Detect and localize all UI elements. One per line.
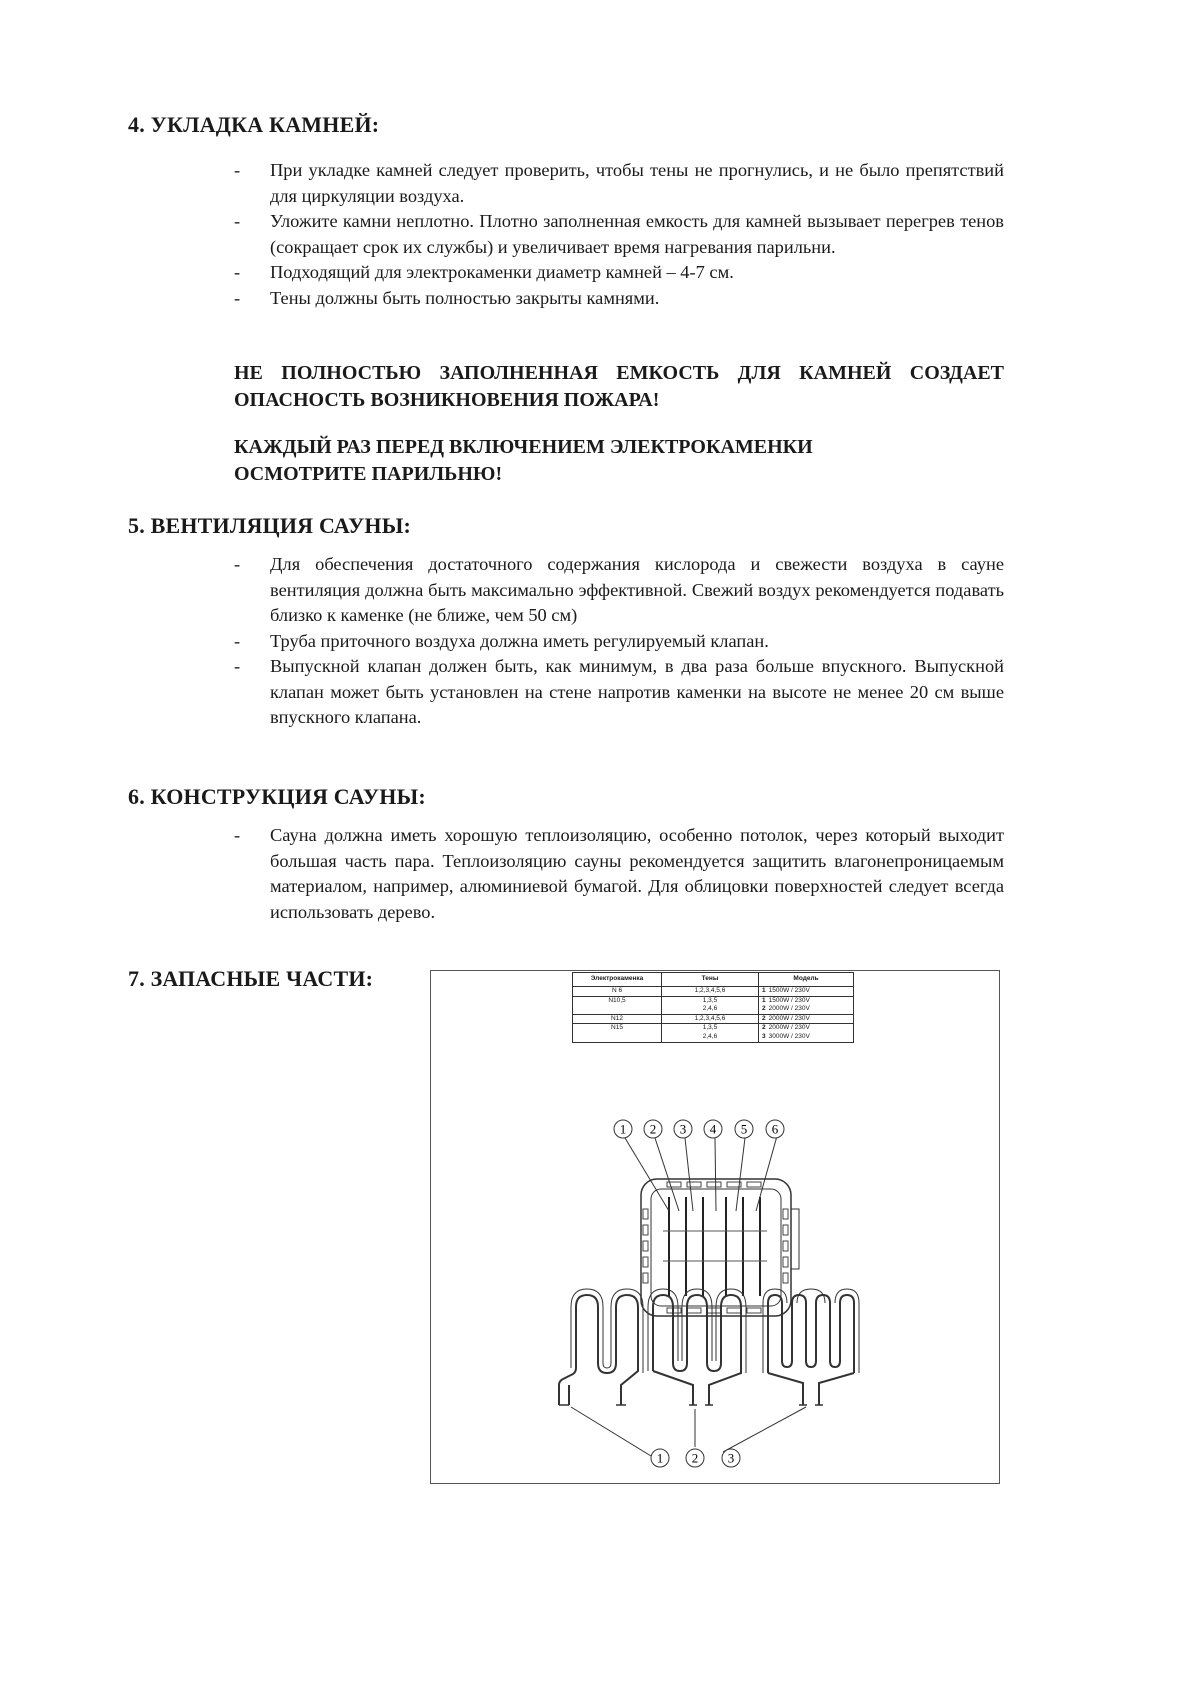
callout-1 (614, 1120, 632, 1138)
callout-5 (735, 1120, 753, 1138)
model-cell: 2 2000W / 230V 3 3000W / 230V (759, 1024, 854, 1042)
elements-cell: 1,2,3,4,5,6 (662, 987, 759, 997)
heating-element-3 (763, 1289, 859, 1405)
inspection-warning (234, 434, 1004, 488)
table-header-elements: Тены (662, 973, 759, 987)
spare-parts-figure (430, 970, 1000, 1484)
section-5-heading: 5. ВЕНТИЛЯЦИЯ САУНЫ: (128, 513, 412, 538)
section-7-heading: 7. ЗАПАСНЫЕ ЧАСТИ: (128, 966, 374, 991)
callout-6 (766, 1120, 784, 1138)
section-6-list (234, 823, 1004, 925)
callout-2 (644, 1120, 662, 1138)
svg-text:1: 1 (656, 1450, 664, 1466)
inspection-warning-line2: ОСМОТРИТЕ ПАРИЛЬНЮ! (234, 463, 503, 485)
list-item: - Выпускной клапан должен быть, как минимум, в два раза больше впускного. Выпускной клапан может быть установлен на стене напротив каменки на высоте не менее 20 см выше впускного клапана. (234, 654, 1004, 731)
section-4-heading: 4. УКЛАДКА КАМНЕЙ: (128, 112, 380, 137)
svg-text:2: 2 (649, 1121, 657, 1137)
list-item: - Для обеспечения достаточного содержания кислорода и свежести воздуха в сауне вентиляция должна быть максимально эффективной. Свежий воздух рекомендуется подавать близко к каменке (не ближе, чем 50 см) (234, 552, 1004, 629)
svg-text:4: 4 (709, 1121, 717, 1137)
list-item: - Уложите камни неплотно. Плотно заполненная емкость для камней вызывает перегрев тенов (сокращает срок их службы) и увеличивает время нагревания парильни. (234, 209, 1004, 260)
svg-text:1: 1 (619, 1121, 627, 1137)
list-item: - При укладке камней следует проверить, чтобы тены не прогнулись, и не было препятствий для циркуляции воздуха. (234, 158, 1004, 209)
section-4-list (234, 158, 1004, 311)
elements-cell: 1,3,5 2,4,6 (662, 996, 759, 1014)
callout-2 (686, 1449, 704, 1467)
list-item: - Тены должны быть полностью закрыты камнями. (234, 286, 1004, 312)
table-header-heater: Электрокаменка (573, 973, 662, 987)
list-item: - Труба приточного воздуха должна иметь регулируемый клапан. (234, 629, 1004, 655)
inspection-warning-line1: КАЖДЫЙ РАЗ ПЕРЕД ВКЛЮЧЕНИЕМ ЭЛЕКТРОКАМЕНКИ (234, 436, 813, 458)
heater-diagram (431, 971, 998, 1482)
heater-cell: N10,5 (573, 996, 662, 1014)
svg-text:3: 3 (727, 1450, 735, 1466)
table-header-model: Модель (759, 973, 854, 987)
fire-warning: НЕ ПОЛНОСТЬЮ ЗАПОЛНЕННАЯ ЕМКОСТЬ ДЛЯ КАМНЕЙ СОЗДАЕТ ОПАСНОСТЬ ВОЗНИКНОВЕНИЯ ПОЖАРА! (234, 362, 1004, 411)
top-callout-leaders (625, 1136, 777, 1211)
model-cell: 1 1500W / 230V 2 2000W / 230V (759, 996, 854, 1014)
top-callouts (614, 1120, 784, 1138)
heater-cell: N12 (573, 1014, 662, 1024)
heater-cell: N15 (573, 1024, 662, 1042)
svg-text:5: 5 (740, 1121, 748, 1137)
svg-text:3: 3 (679, 1121, 687, 1137)
section-5-list (234, 552, 1004, 731)
bottom-callouts (651, 1449, 740, 1467)
callout-3 (674, 1120, 692, 1138)
list-item: - Подходящий для электрокаменки диаметр камней – 4-7 см. (234, 260, 1004, 286)
elements-cell: 1,3,5 2,4,6 (662, 1024, 759, 1042)
svg-text:2: 2 (691, 1450, 699, 1466)
callout-1 (651, 1449, 669, 1467)
elements-cell: 1,2,3,4,5,6 (662, 1014, 759, 1024)
model-cell: 1 1500W / 230V (759, 987, 854, 997)
heater-cell: N 6 (573, 987, 662, 997)
bottom-callout-leaders (571, 1407, 806, 1456)
svg-text:6: 6 (771, 1121, 779, 1137)
section-6-heading: 6. КОНСТРУКЦИЯ САУНЫ: (128, 784, 426, 809)
list-item: - Сауна должна иметь хорошую теплоизоляцию, особенно потолок, через который выходит большая часть пара. Теплоизоляцию сауны рекомендуется защитить влагонепроницаемым материалом, например, алюминиевой бумагой. Для облицовки поверхностей следует всегда использовать дерево. (234, 823, 1004, 925)
model-cell: 2 2000W / 230V (759, 1014, 854, 1024)
callout-3 (722, 1449, 740, 1467)
callout-4 (704, 1120, 722, 1138)
heating-element-1 (559, 1289, 643, 1405)
